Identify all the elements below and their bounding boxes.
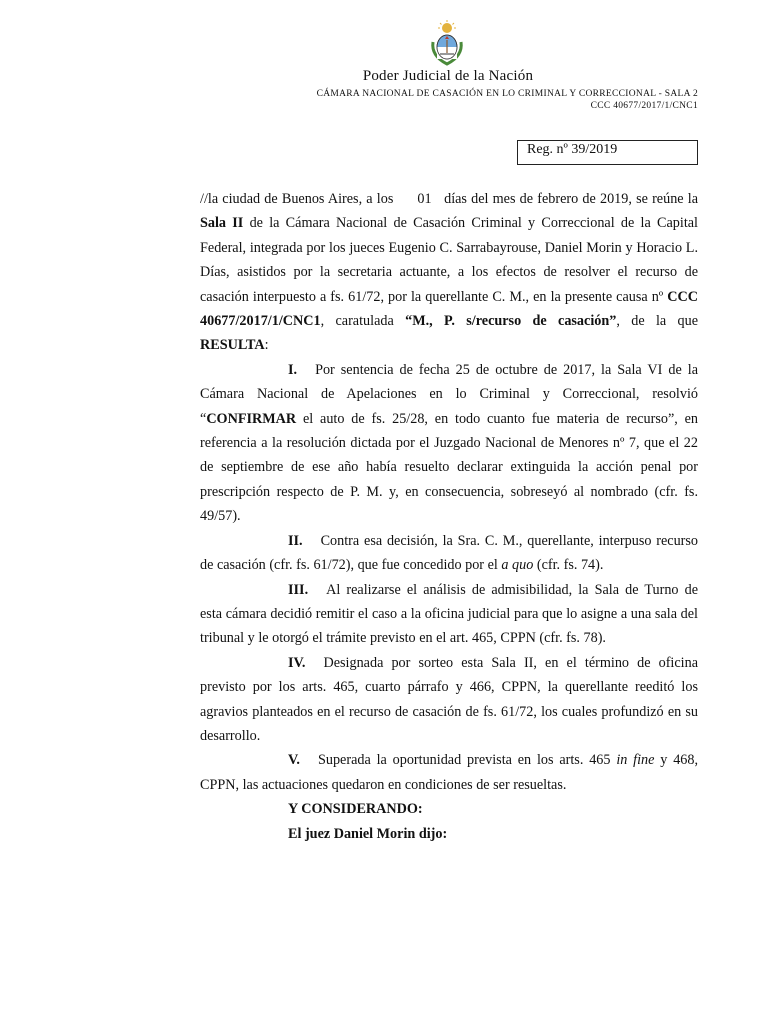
section-number: III. [288, 581, 309, 598]
section-text: Por sentencia de fecha 25 de octubre de 2017, la Sala VI de la Cámara Nacional de Apelaciones en lo Criminal y Correccional, resolvió “ [200, 361, 698, 427]
section-i [200, 358, 698, 529]
chamber-name: CÁMARA NACIONAL DE CASACIÓN EN LO CRIMINAL Y CORRECCIONAL - SALA 2 [316, 89, 698, 99]
judge-heading: El juez Daniel Morin dijo: [288, 825, 448, 842]
section-ii [200, 529, 698, 578]
document-body [200, 187, 698, 846]
section-number: II. [288, 532, 303, 549]
section-text: el auto de fs. 25/28, en todo cuanto fue materia de recurso”, en referencia a la resolución dictada por el Juzgado Nacional de Menores nº 7, que el 22 de septiembre de ese año había resuelto declarar extinguida la acción penal por prescripción respecto de P. M. y, en consecuencia, sobreseyó al nombrado (cfr. fs. 49/57). [200, 410, 698, 525]
section-number: I. [288, 361, 298, 378]
section-text: Designada por sorteo esta Sala II, en el término de oficina previsto por los arts. 465, cuarto párrafo y 466, CPPN, la querellante reeditó los agravios planteados en el recurso de casación de fs. 61/72, los cuales profundizó en su desarrollo. [200, 654, 698, 744]
intro-causa: CCC 40677/2017/1/CNC1 [200, 288, 698, 330]
section-emphasis: CONFIRMAR [206, 410, 297, 427]
section-text: Contra esa decisión, la Sra. C. M., querellante, interpuso recurso de casación (cfr. fs. 61/72), que fue concedido por el [200, 532, 698, 574]
intro-text: : [264, 337, 269, 354]
section-number: IV. [288, 654, 306, 671]
section-italic: in fine [616, 752, 655, 769]
intro-text: , caratulada [320, 313, 394, 330]
intro-day: 01 [417, 191, 432, 207]
intro-resulta: RESULTA [200, 337, 265, 354]
intro-text: //la ciudad de Buenos Aires, a los [200, 191, 394, 207]
intro-paragraph [200, 187, 698, 358]
section-text: y 468, CPPN, las actuaciones quedaron en condiciones de ser resueltas. [200, 752, 699, 793]
intro-caratula: “M., P. s/recurso de casación” [405, 313, 617, 330]
intro-text: , de la que [616, 313, 699, 330]
section-iii [200, 578, 698, 651]
argentina-coat-of-arms-icon [427, 20, 467, 66]
considerando-heading: Y CONSIDERANDO: [288, 801, 423, 818]
section-text: Superada la oportunidad prevista en los arts. 465 [317, 752, 611, 769]
registration-box [517, 140, 698, 165]
intro-sala: Sala II [200, 215, 244, 232]
court-name: Poder Judicial de la Nación [362, 68, 534, 84]
registration-number: Reg. nº 39/2019 [527, 142, 618, 157]
section-text: (cfr. fs. 74). [533, 557, 604, 574]
section-iv [200, 651, 698, 749]
section-italic: a quo [501, 557, 534, 574]
section-v [200, 748, 698, 797]
intro-text: de la Cámara Nacional de Casación Criminal y Correccional de la Capital Federal, integrada por los jueces Eugenio C. Sarrabayrouse, Daniel Morin y Horacio L. Días, asistidos por la secretaria actuante, a los efectos de resolver el recurso de casación interpuesto a fs. 61/72, por la querellante C. M., en la presente causa nº [200, 215, 698, 305]
case-reference: CCC 40677/2017/1/CNC1 [590, 101, 698, 111]
section-number: V. [288, 752, 300, 769]
section-text: Al realizarse el análisis de admisibilidad, la Sala de Turno de esta cámara decidió remitir el caso a la oficina judicial para que lo asigne a una sala del tribunal y le otorgó el trámite previsto en el art. 465, CPPN (cfr. fs. 78). [200, 581, 698, 647]
intro-text: días del mes de febrero de 2019, se reúne la [444, 191, 699, 207]
